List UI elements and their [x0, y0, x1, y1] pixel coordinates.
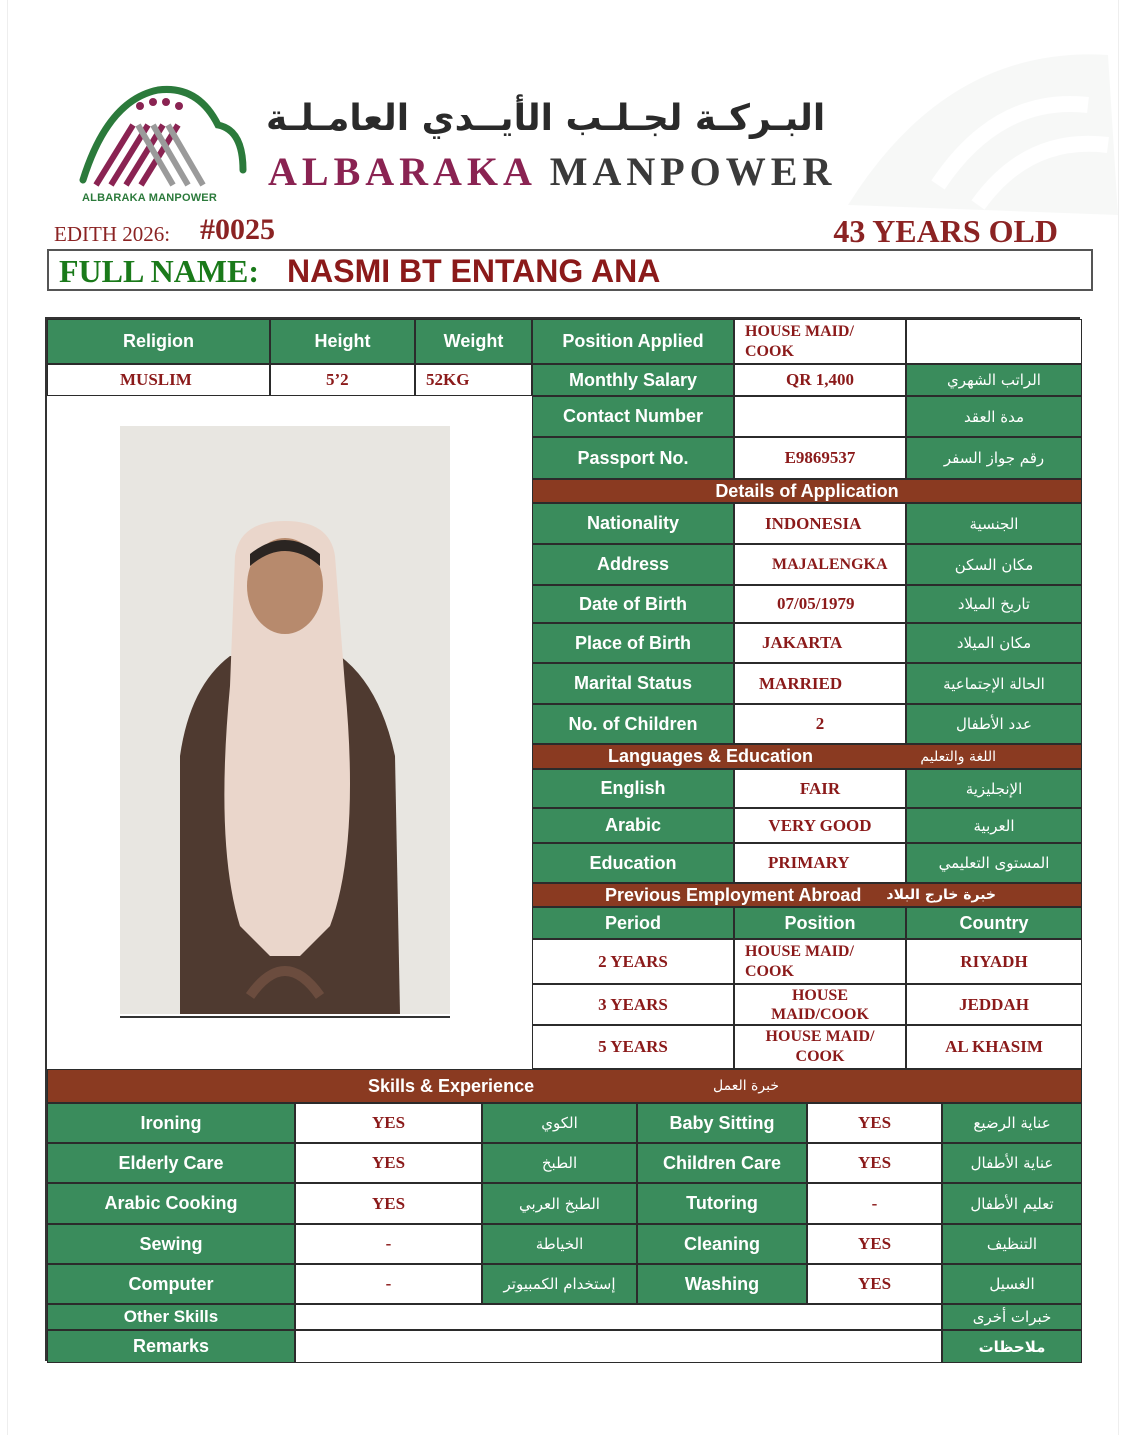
employment-period: 3 YEARS — [532, 984, 734, 1025]
skill-label: Children Care — [637, 1143, 807, 1183]
edition-label: EDITH 2026: — [54, 222, 171, 246]
english-arabic: الإنجليزية — [906, 769, 1082, 808]
pob-value: JAKARTA — [734, 623, 906, 663]
education-arabic: المستوى التعليمي — [906, 843, 1082, 883]
candidate-age: 43 YEARS OLD — [833, 213, 1058, 249]
skill-arabic: الطبخ العربي — [482, 1183, 637, 1224]
employment-country: RIYADH — [906, 939, 1082, 984]
nationality-value: INDONESIA — [734, 503, 906, 544]
albaraka-logo-icon — [78, 70, 248, 205]
full-name-box — [47, 249, 1093, 291]
contact-value — [734, 396, 906, 437]
employment-position: HOUSE MAID/COOK — [734, 984, 906, 1025]
position-applied-blank — [906, 319, 1082, 364]
skill-value: YES — [807, 1143, 942, 1183]
skill-arabic: التنظيف — [942, 1224, 1082, 1264]
english-value: FAIR — [734, 769, 906, 808]
employment-period: 5 YEARS — [532, 1025, 734, 1069]
passport-value: E9869537 — [734, 437, 906, 479]
position-header: Position — [734, 907, 906, 939]
brand-english — [268, 148, 836, 195]
skill-arabic: إستخدام الكمبيوتر — [482, 1264, 637, 1304]
photo-underline — [120, 1016, 450, 1018]
skill-label: Sewing — [47, 1224, 295, 1264]
period-header: Period — [532, 907, 734, 939]
salary-value: QR 1,400 — [734, 364, 906, 396]
full-name-value: NASMI BT ENTANG ANA — [287, 253, 661, 289]
contact-label: Contact Number — [532, 396, 734, 437]
employment-section — [532, 883, 1082, 907]
skill-value: - — [295, 1224, 482, 1264]
skills-section — [47, 1069, 1082, 1103]
brand-english-first: ALBARAKA — [268, 149, 535, 194]
education-label: Education — [532, 843, 734, 883]
religion-value: MUSLIM — [47, 364, 270, 396]
other-skills-value — [295, 1304, 942, 1330]
skill-value: YES — [807, 1224, 942, 1264]
height-value: 5’2 — [270, 364, 415, 396]
employment-country: JEDDAH — [906, 984, 1082, 1025]
brand-english-second: MANPOWER — [549, 149, 837, 194]
pob-arabic: مكان الميلاد — [906, 623, 1082, 663]
biodata-sheet — [8, 0, 1118, 1435]
skill-arabic: تعليم الأطفال — [942, 1183, 1082, 1224]
skills-section-arabic: خبرة العمل — [713, 1078, 779, 1094]
skill-label: Ironing — [47, 1103, 295, 1143]
arabic-arabic: العربية — [906, 808, 1082, 843]
details-section-title: Details of Application — [532, 479, 1082, 503]
address-value: MAJALENGKA — [734, 544, 906, 585]
address-label: Address — [532, 544, 734, 585]
skill-label: Elderly Care — [47, 1143, 295, 1183]
watermark-logo-icon — [828, 35, 1118, 215]
employment-section-title: Previous Employment Abroad — [605, 884, 862, 905]
salary-label: Monthly Salary — [532, 364, 734, 396]
skill-arabic: الخياطة — [482, 1224, 637, 1264]
arabic-value: VERY GOOD — [734, 808, 906, 843]
languages-section-title: Languages & Education — [608, 746, 814, 766]
marital-status-label: Marital Status — [532, 663, 734, 704]
candidate-code: #0025 — [200, 213, 275, 246]
brand-arabic: البـركـة لجـلـب الأيــدي العامـلـة — [266, 98, 826, 139]
skills-section-title: Skills & Experience — [368, 1075, 535, 1096]
skill-value: YES — [295, 1143, 482, 1183]
languages-section-arabic: اللغة والتعليم — [920, 748, 996, 765]
country-header: Country — [906, 907, 1082, 939]
children-label: No. of Children — [532, 704, 734, 744]
employment-section-arabic: خبرة خارج البلاد — [886, 887, 996, 903]
weight-label: Weight — [415, 319, 532, 364]
logo-caption: ALBARAKA MANPOWER — [82, 192, 217, 204]
dob-label: Date of Birth — [532, 585, 734, 623]
passport-arabic: رقم جواز السفر — [906, 437, 1082, 479]
dob-value: 07/05/1979 — [734, 585, 906, 623]
biodata-table — [45, 317, 1080, 1361]
candidate-photo — [120, 426, 450, 1014]
marital-status-value: MARRIED — [734, 663, 906, 704]
remarks-value — [295, 1330, 942, 1363]
skill-arabic: الكوي — [482, 1103, 637, 1143]
skill-arabic: عناية الأطفال — [942, 1143, 1082, 1183]
skill-value: YES — [807, 1103, 942, 1143]
skill-arabic: الغسيل — [942, 1264, 1082, 1304]
employment-position: HOUSE MAID/ COOK — [734, 939, 906, 984]
employment-country: AL KHASIM — [906, 1025, 1082, 1069]
nationality-arabic: الجنسية — [906, 503, 1082, 544]
skill-label: Arabic Cooking — [47, 1183, 295, 1224]
skill-value: YES — [807, 1264, 942, 1304]
skill-value: - — [807, 1183, 942, 1224]
languages-section — [532, 744, 1082, 769]
nationality-label: Nationality — [532, 503, 734, 544]
weight-value: 52KG — [415, 364, 532, 396]
marital-status-arabic: الحالة الإجتماعية — [906, 663, 1082, 704]
english-label: English — [532, 769, 734, 808]
education-value: PRIMARY — [734, 843, 906, 883]
passport-label: Passport No. — [532, 437, 734, 479]
position-applied-label: Position Applied — [532, 319, 734, 364]
full-name-label: FULL NAME: — [59, 253, 259, 289]
remarks-label: Remarks — [47, 1330, 295, 1363]
skill-value: - — [295, 1264, 482, 1304]
position-applied-value: HOUSE MAID/ COOK — [734, 319, 906, 364]
other-skills-arabic: خبرات أخرى — [942, 1304, 1082, 1330]
contact-arabic: مدة العقد — [906, 396, 1082, 437]
children-value: 2 — [734, 704, 906, 744]
salary-arabic: الراتب الشهري — [906, 364, 1082, 396]
dob-arabic: تاريخ الميلاد — [906, 585, 1082, 623]
skill-label: Cleaning — [637, 1224, 807, 1264]
height-label: Height — [270, 319, 415, 364]
employment-position: HOUSE MAID/ COOK — [734, 1025, 906, 1069]
arabic-label: Arabic — [532, 808, 734, 843]
skill-value: YES — [295, 1103, 482, 1143]
skill-label: Baby Sitting — [637, 1103, 807, 1143]
pob-label: Place of Birth — [532, 623, 734, 663]
children-arabic: عدد الأطفال — [906, 704, 1082, 744]
remarks-arabic: ملاحظات — [942, 1330, 1082, 1363]
skill-value: YES — [295, 1183, 482, 1224]
religion-label: Religion — [47, 319, 270, 364]
skill-label: Tutoring — [637, 1183, 807, 1224]
other-skills-label: Other Skills — [47, 1304, 295, 1330]
skill-label: Washing — [637, 1264, 807, 1304]
employment-period: 2 YEARS — [532, 939, 734, 984]
skill-arabic: الطبخ — [482, 1143, 637, 1183]
skill-label: Computer — [47, 1264, 295, 1304]
address-arabic: مكان السكن — [906, 544, 1082, 585]
skill-arabic: عناية الرضيع — [942, 1103, 1082, 1143]
